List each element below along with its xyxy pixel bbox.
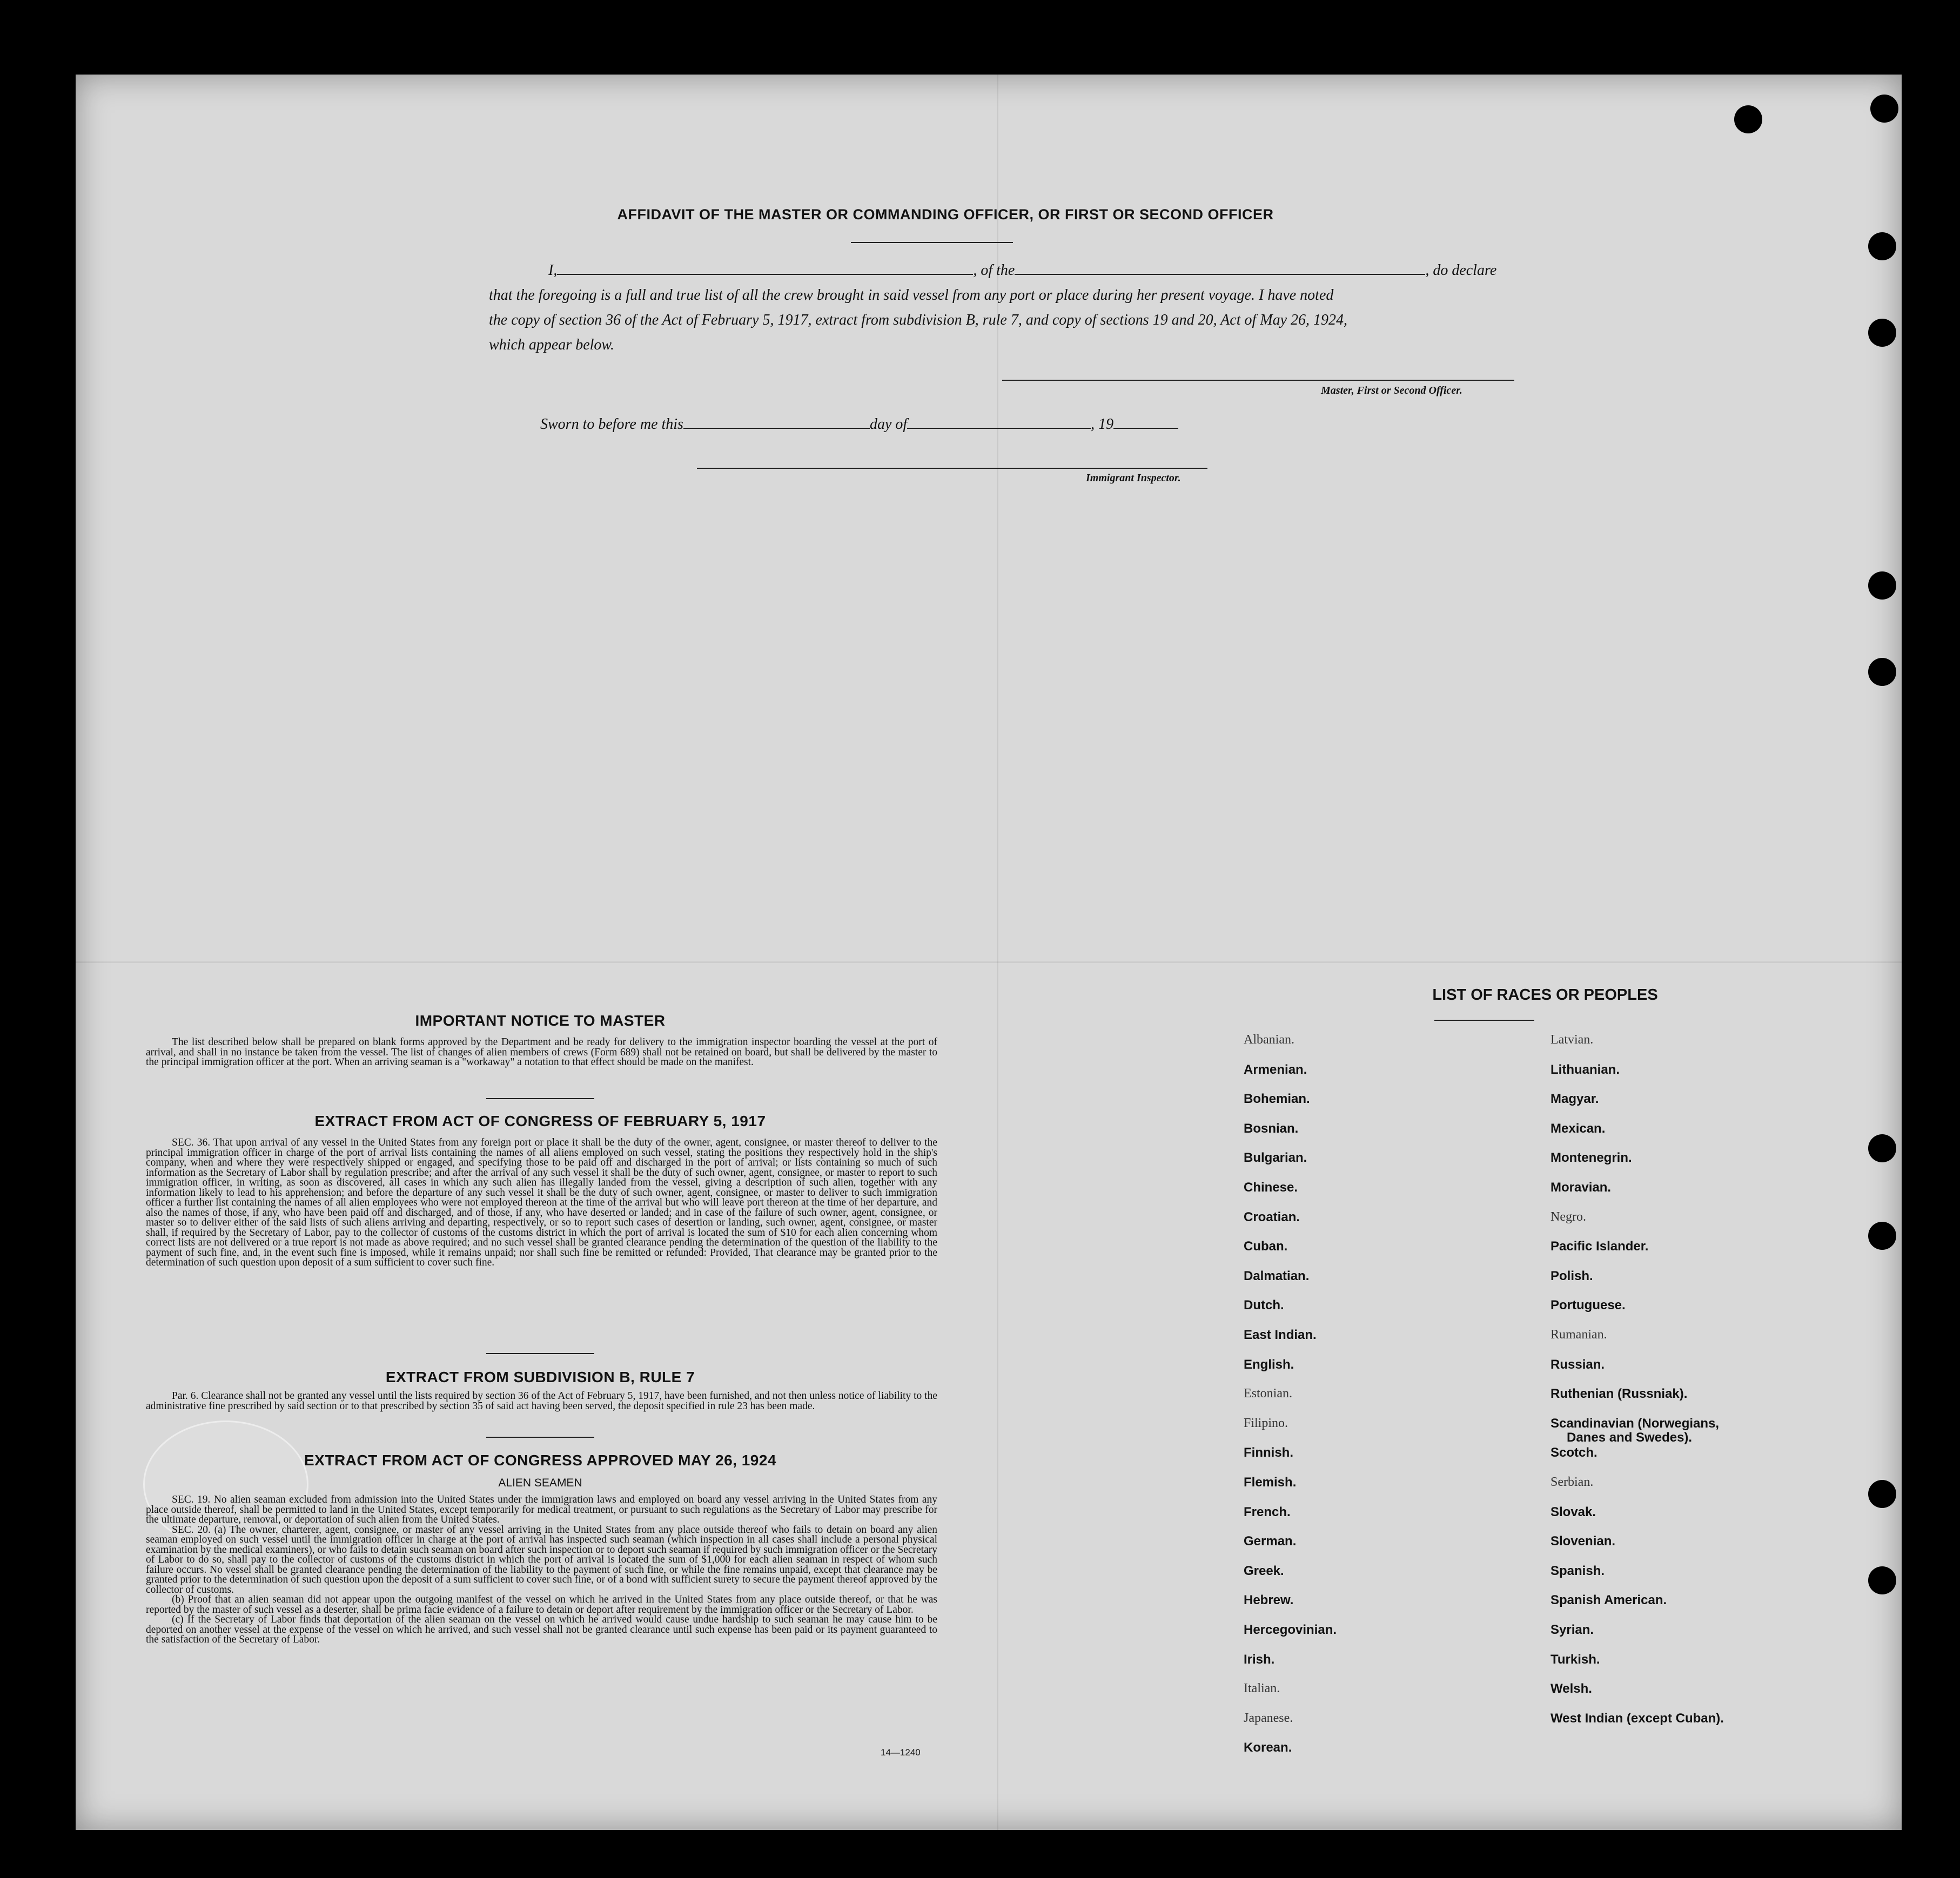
sec-20a-paragraph: SEC. 20. (a) The owner, charterer, agent, consignee, or master of any vessel arriving in the United States from any place outside thereof who fails to detain on board any alien seaman employed on such vessel until the immigration officer in charge at the port of arrival has inspected such seaman (which inspection in all cases shall include a personal physical examination by the medical examiners), or who fails to detain such seaman on board after such inspection or to deport such seaman if required by such immigration officer or the Secretary of Labor to do so, shall pay to the collector of customs of the customs district in which the port of arrival is located the sum of $1,000 for each alien seaman in respect of whom such failure occurs. No vessel shall be granted clearance pending the determination of the liability to the payment of such fine, or while the fine remains unpaid, except that clearance may be granted prior to the determination of such question upon the deposit of a sum sufficient to cover such fine, or of a bond with sufficient surety to secure the payment thereof approved by the collector of customs. <box>146 1524 937 1596</box>
race-item: Slovenian. <box>1550 1534 1616 1549</box>
race-item: Spanish American. <box>1550 1593 1667 1608</box>
races-title-rule <box>1434 1020 1534 1021</box>
race-item: Greek. <box>1244 1563 1284 1578</box>
race-item: Dalmatian. <box>1244 1268 1310 1283</box>
subdivision-b-text <box>146 1391 937 1411</box>
race-item: Bulgarian. <box>1244 1150 1307 1166</box>
race-item: Scotch. <box>1550 1445 1597 1460</box>
race-item: Japanese. <box>1244 1711 1293 1725</box>
master-label: Master, First or Second Officer. <box>1321 385 1462 396</box>
race-item: Slovak. <box>1550 1504 1596 1519</box>
sec-20b-paragraph: (b) Proof that an alien seaman did not appear upon the outgoing manifest of the vessel on which he arrived in the United States from any place outside thereof, or that he was reported by the master of such vessel as a deserter, shall be prima facie evidence of a failure to detain or deport after requirement by the immigration officer or the Secretary of Labor. <box>146 1594 937 1616</box>
races-title: LIST OF RACES OR PEOPLES <box>1432 986 1658 1004</box>
race-item: Irish. <box>1244 1652 1275 1667</box>
affidavit-line-2: that the foregoing is a full and true list of all the crew brought in said vessel from any port or place during her present voyage. I have noted <box>489 287 1334 304</box>
race-item: Armenian. <box>1244 1062 1307 1077</box>
punch-hole <box>1868 319 1896 347</box>
race-item: Spanish. <box>1550 1563 1605 1578</box>
sworn-line <box>540 415 1178 433</box>
race-item: French. <box>1244 1504 1291 1519</box>
race-item: Negro. <box>1550 1209 1586 1224</box>
sec-20c-paragraph: (c) If the Secretary of Labor finds that deportation of the alien seaman on the vessel on which he arrived would cause undue hardship to such seaman he may cause him to be deported on another vessel at the expense of the vessel on which he arrived, and such vessel shall not be granted clearance until such expense has been paid or its payment guaranteed to the satisfaction of the Secretary of Labor. <box>146 1614 937 1645</box>
affidavit-of-the: , of the <box>973 262 1015 279</box>
form-number: 14—1240 <box>881 1747 921 1758</box>
extract-1924-title: EXTRACT FROM ACT OF CONGRESS APPROVED MAY 26, 1924 <box>304 1452 776 1469</box>
race-item: Hercegovinian. <box>1244 1623 1337 1637</box>
vessel-field[interactable] <box>1015 261 1425 275</box>
divider <box>486 1437 594 1438</box>
race-item: Syrian. <box>1550 1623 1594 1637</box>
race-item: Hebrew. <box>1244 1593 1294 1608</box>
race-item: Pacific Islander. <box>1550 1239 1649 1254</box>
extract-1924-text <box>146 1495 937 1645</box>
sworn-year-field[interactable] <box>1113 415 1178 429</box>
race-item: Bohemian. <box>1244 1092 1310 1107</box>
race-item: Estonian. <box>1244 1386 1292 1401</box>
race-item: Moravian. <box>1550 1180 1612 1195</box>
race-item: Montenegrin. <box>1550 1150 1632 1166</box>
race-item: East Indian. <box>1244 1328 1317 1342</box>
race-item: Latvian. <box>1550 1033 1594 1047</box>
race-item: Serbian. <box>1550 1475 1594 1489</box>
punch-hole <box>1868 658 1896 686</box>
race-item: Danes and Swedes). <box>1567 1430 1693 1445</box>
race-item: Rumanian. <box>1550 1328 1607 1342</box>
divider <box>486 1098 594 1099</box>
race-item: Scandinavian (Norwegians, <box>1550 1416 1720 1431</box>
race-item: Filipino. <box>1244 1416 1288 1430</box>
sec-36-paragraph: SEC. 36. That upon arrival of any vessel in the United States from any foreign port or place it shall be the duty of the owner, agent, consignee, or master thereof to deliver to the principal immigration officer in charge of the port of arrival lists containing the names of all aliens employed on such vessel, stating the positions they respectively hold in the ship's company, when and where they were respectively shipped or engaged, and specifying those to be paid off and discharged in the port of arrival; or lists containing so much of such information as the Secretary of Labor shall by regulation prescribe; and after the arrival of any such vessel it shall be the duty of such owner, agent, consignee, or master to report to such immigration officer, in writing, as soon as discovered, all cases in which any such alien has illegally landed from the vessel, giving a description of such alien, together with any information likely to lead to his apprehension; and before the departure of any such vessel it shall be the duty of such owner, agent, consignee, or master to deliver to such immigration officer a further list containing the names of all alien employees who were not employed thereon at the time of the arrival but who will leave port thereon at the time of her departure, and also the names of those, if any, who have been paid off and discharged, and of those, if any, who have deserted or landed; and in case of the failure of such owner, agent, consignee, or master so to deliver either of the said lists of such aliens arriving and departing, respectively, or so to report such cases of desertion or landing, such owner, agent, consignee, or master shall, if required by the Secretary of Labor, pay to the collector of customs of the customs district in which the port of arrival is located the sum of $10 for each alien concerning whom correct lists are not delivered or a true report is not made as above required; and no such vessel shall be granted clearance pending the determination of the question of the liability to the payment of such fine, and, in the event such fine is imposed, while it remains unpaid; nor shall such fine be remitted or refunded: Provided, That clearance may be granted prior to the determination of such question upon deposit of a sum sufficient to cover such fine. <box>146 1137 937 1268</box>
race-item: Polish. <box>1550 1268 1593 1283</box>
affidavit-i: I, <box>548 262 558 279</box>
master-signature-line[interactable] <box>1002 380 1514 381</box>
notice-paragraph: The list described below shall be prepared on blank forms approved by the Department and be ready for delivery to the immigration inspector boarding the vessel at the port of arrival, and shall in no instance be taken from the vessel. The list of changes of alien members of crews (Form 689) shall not be retained on board, but shall be delivered by the master to the principal immigration officer at the port. When an arriving seaman is a "workaway" a notation to that effect should be made on the manifest. <box>146 1036 937 1068</box>
race-item: Lithuanian. <box>1550 1062 1620 1077</box>
punch-hole <box>1734 105 1762 133</box>
par-6-paragraph: Par. 6. Clearance shall not be granted any vessel until the lists required by section 36 of the Act of February 5, 1917, have been furnished, and not then unless notice of liability to the administrative fine prescribed by said section or to that prescribed by section 35 of said act having been served, the deposit specified in rule 23 has been made. <box>146 1390 937 1412</box>
race-item: Korean. <box>1244 1740 1292 1755</box>
extract-1917-title: EXTRACT FROM ACT OF CONGRESS OF FEBRUARY 5, 1917 <box>314 1113 766 1129</box>
race-item: Welsh. <box>1550 1681 1592 1697</box>
race-item: Chinese. <box>1244 1180 1298 1195</box>
race-item: Dutch. <box>1244 1298 1284 1313</box>
sworn-month-field[interactable] <box>907 415 1091 429</box>
race-item: Flemish. <box>1244 1475 1297 1490</box>
extract-1917-text <box>146 1138 937 1268</box>
affidavit-title: AFFIDAVIT OF THE MASTER OR COMMANDING OFFICER, OR FIRST OR SECOND OFFICER <box>617 206 1274 223</box>
inspector-signature-line[interactable] <box>697 468 1207 469</box>
race-item: Turkish. <box>1550 1652 1600 1667</box>
race-item: West Indian (except Cuban). <box>1550 1711 1724 1726</box>
punch-hole <box>1870 95 1898 123</box>
name-field[interactable] <box>557 261 973 275</box>
sworn-prefix: Sworn to before me this <box>540 416 683 433</box>
fold-line-horizontal <box>76 961 1902 963</box>
inspector-label: Immigrant Inspector. <box>1086 472 1181 484</box>
race-item: Croatian. <box>1244 1209 1300 1224</box>
race-item: Albanian. <box>1244 1033 1294 1047</box>
notice-title: IMPORTANT NOTICE TO MASTER <box>415 1012 666 1029</box>
alien-seamen-subtitle: ALIEN SEAMEN <box>498 1477 582 1489</box>
affidavit-declare: , do declare <box>1425 262 1497 279</box>
race-item: Finnish. <box>1244 1445 1293 1460</box>
race-item: Bosnian. <box>1244 1121 1299 1136</box>
race-item: Ruthenian (Russniak). <box>1550 1386 1688 1402</box>
affidavit-body <box>489 258 1518 358</box>
punch-hole <box>1868 1222 1896 1250</box>
race-item: Italian. <box>1244 1681 1280 1696</box>
race-item: Magyar. <box>1550 1092 1599 1107</box>
punch-hole <box>1868 1566 1896 1594</box>
affidavit-line-3: the copy of section 36 of the Act of February 5, 1917, extract from subdivision B, rule 7, and copy of sections 19 and 20, Act of May 26, 1924, <box>489 312 1348 328</box>
race-item: Portuguese. <box>1550 1298 1626 1313</box>
sworn-date-field[interactable] <box>683 415 870 429</box>
punch-hole <box>1868 1480 1896 1508</box>
punch-hole <box>1868 571 1896 600</box>
notice-text <box>146 1038 937 1068</box>
divider <box>486 1353 594 1354</box>
sworn-day-of: day of <box>869 416 908 433</box>
race-item: Mexican. <box>1550 1121 1606 1136</box>
race-item: German. <box>1244 1534 1297 1549</box>
subdivision-b-title: EXTRACT FROM SUBDIVISION B, RULE 7 <box>385 1369 695 1385</box>
punch-hole <box>1868 1134 1896 1162</box>
sworn-year: , 19 <box>1091 416 1114 433</box>
affidavit-line-4: which appear below. <box>489 336 615 353</box>
punch-hole <box>1868 232 1896 260</box>
title-rule <box>851 242 1013 243</box>
sec-19-paragraph: SEC. 19. No alien seaman excluded from admission into the United States under the immigration laws and employed on board any vessel arriving in the United States from any place outside thereof, shall be permitted to land in the United States, except temporarily for medical treatment, or pursuant to such regulations as the Secretary of Labor may prescribe for the ultimate departure, removal, or deportation of such alien from the United States. <box>146 1494 937 1525</box>
race-item: Cuban. <box>1244 1239 1288 1254</box>
race-item: Russian. <box>1550 1357 1605 1372</box>
race-item: English. <box>1244 1357 1294 1372</box>
